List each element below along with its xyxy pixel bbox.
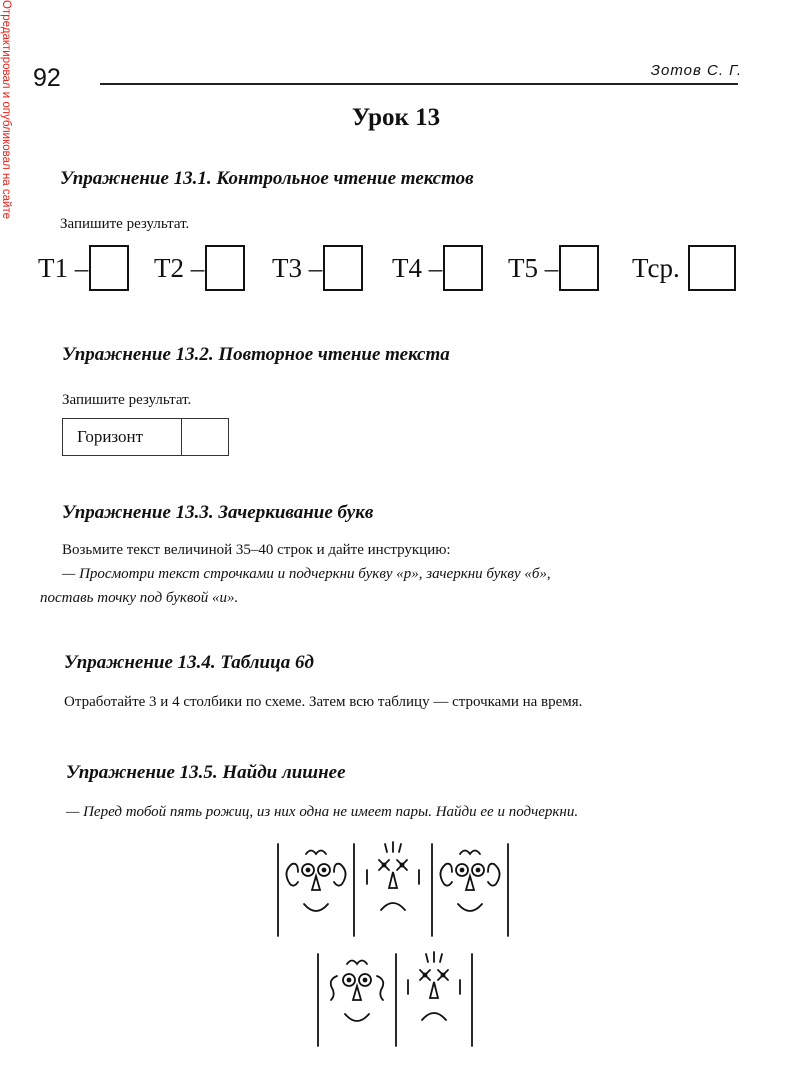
result-label: Т2 –	[154, 253, 205, 283]
side-watermark-note: Отредактировал и опубликовал на сайте	[0, 0, 12, 219]
result-label: Т5 –	[508, 253, 559, 283]
faces-row-2	[312, 950, 478, 1050]
exercise-2-title: Упражнение 13.2. Повторное чтение текста	[62, 344, 450, 365]
angry-face[interactable]	[367, 842, 419, 910]
result-box-tavg[interactable]	[688, 245, 736, 291]
result-label: Тср.	[632, 253, 680, 283]
result-box-t4[interactable]	[443, 245, 483, 291]
result-t1	[38, 244, 129, 292]
result-label: Т1 –	[38, 253, 89, 283]
exercise-3-line-1: Возьмите текст величиной 35–40 строк и дайте инструкцию:	[62, 542, 451, 558]
faces-row-1	[272, 840, 514, 940]
lesson-title: Урок 13	[351, 104, 441, 131]
result-tavg	[632, 244, 736, 292]
horizon-label: Горизонт	[63, 419, 182, 455]
horizon-table	[62, 418, 229, 456]
happy-face-odd[interactable]	[331, 961, 384, 1022]
page-number: 92	[33, 64, 61, 92]
result-label: Т4 –	[392, 253, 443, 283]
results-row	[38, 244, 748, 292]
result-t3	[272, 244, 363, 292]
author-name: Зотов С. Г.	[650, 62, 742, 79]
result-box-t2[interactable]	[205, 245, 245, 291]
result-t2	[154, 244, 245, 292]
result-t5	[508, 244, 599, 292]
result-box-t3[interactable]	[323, 245, 363, 291]
exercise-1-instruction: Запишите результат.	[60, 216, 190, 232]
exercise-1-title: Упражнение 13.1. Контрольное чтение текстов	[60, 168, 474, 189]
exercise-4-text: Отработайте 3 и 4 столбики по схеме. Затем всю таблицу — строчками на время.	[64, 694, 583, 710]
exercise-4-title: Упражнение 13.4. Таблица 6д	[64, 652, 314, 673]
exercise-3-line-2: — Просмотри текст строчками и подчеркни букву «р», зачеркни букву «б»,	[62, 566, 551, 582]
header-rule	[100, 83, 738, 85]
result-box-t1[interactable]	[89, 245, 129, 291]
happy-face[interactable]	[286, 851, 345, 912]
exercise-5-text: — Перед тобой пять рожиц, из них одна не имеет пары. Найди ее и подчеркни.	[66, 804, 579, 820]
result-box-t5[interactable]	[559, 245, 599, 291]
angry-face[interactable]	[408, 952, 460, 1020]
horizon-value-cell[interactable]	[182, 419, 228, 455]
result-t4	[392, 244, 483, 292]
happy-face[interactable]	[440, 851, 499, 912]
exercise-3-title: Упражнение 13.3. Зачеркивание букв	[62, 502, 374, 523]
exercise-5-title: Упражнение 13.5. Найди лишнее	[66, 762, 346, 783]
exercise-3-line-3: поставь точку под буквой «и».	[40, 590, 239, 606]
exercise-2-instruction: Запишите результат.	[62, 392, 192, 408]
result-label: Т3 –	[272, 253, 323, 283]
